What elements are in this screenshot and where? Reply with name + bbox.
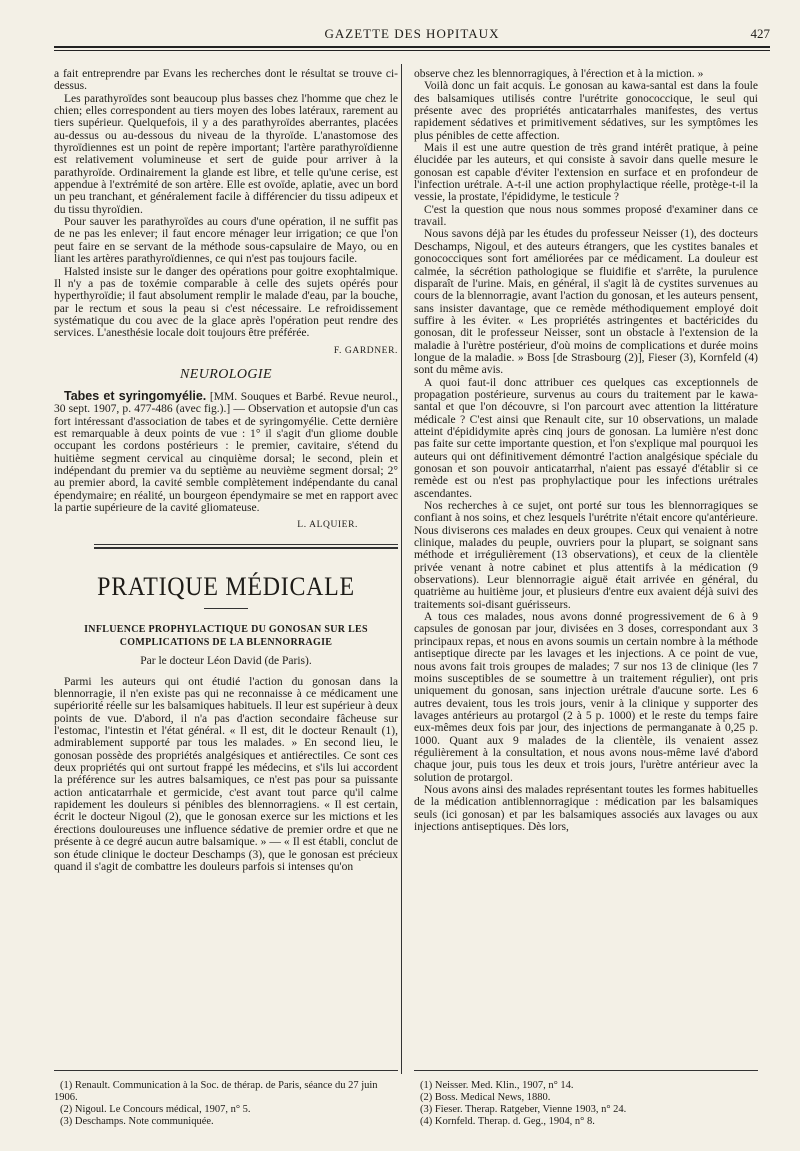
signature: L. ALQUIER. (297, 520, 358, 531)
footnote-rule (414, 1070, 758, 1071)
byline: Par le docteur Léon David (de Paris). (140, 654, 312, 667)
paragraph: Nous avons ainsi des malades représentant toutes les formes habituelles de la médication antiblennorragique : médication par les balsamiques seuls (ici gonosan) et par les balsamiques associés aux lavages ou aux injections antiseptiques. Dès lors, (414, 783, 758, 833)
footnote: (3) Deschamps. Note communiquée. (60, 1116, 214, 1127)
paragraph: A quoi faut-il donc attribuer ces quelques cas exceptionnels de propagation postérieure, survenus au cours du traitement par le kawa-santal et que l'on découvre, si l'on parcourt avec attention la littérature médicale ? C'est ainsi que Renault cite, sur 10 observations, un malade atteint d'épididymite après cinq jours de gonosan. La lumière n'est donc pas faite sur cette importante question, et l'on s'explique mal pourquoi les auteurs qui ont définitivement démontré l'action analgésique spéciale du gonosan et son pouvoir anticatarrhal, n'aient pas essayé d'établir si ce remède est ou n'est pas prophylactique pour les infections urétrales ascendantes. (414, 376, 758, 500)
left-footnotes (54, 1080, 398, 1128)
paragraph: Halsted insiste sur le danger des opérations pour goitre exophtalmique. Il n'y a pas de toxémie comparable à celle des sujets opérés pour hyperthyroïdie; il faut absolument remplir le malade d'eau, par la bouche, par le rectum et sous la peau si c'est nécessaire. Le refroidissement systématique du cou avec de la glace après l'opération peut rendre des services. L'anesthésie locale doit toujours être préférée. (54, 265, 398, 340)
article-title: INFLUENCE PROPHYLACTIQUE DU GONOSAN SUR LES COMPLICATIONS DE LA BLENNORRAGIE (84, 623, 368, 648)
section-title: PRATIQUE MÉDICALE (97, 571, 355, 601)
abstract-heading: Tabes et syringomyélie. (64, 388, 207, 403)
paragraph: Nous savons déjà par les études du professeur Neisser (1), des docteurs Deschamps, Nigoul, et des auteurs étrangers, que les cystites banales et gonococciques sont fort améliorées par ce médicament. La douleur est calmée, la sécrétion pathologique se fluidifie et s'arrête, la purulence disparaît de l'urine. Mais, en général, il s'agit là de cystites survenues au cours de la blennorragie, avant l'action du gonosan, et les auteurs pensent, sans insister davantage, que ce remède méthodiquement employé doit suffire à les éviter. « Les propriétés astringentes et bactéricides du gonosan, dit le professeur Neisser, sont un obstacle à l'extension de la maladie à l'urètre postérieur, d'où moins de complications et durée moins longue de la maladie. » Boss [de Strasbourg (2)], Fieser (3), Kornfeld (4) sont du même avis. (414, 228, 758, 377)
right-footnotes (414, 1080, 758, 1128)
footnote: (1) Neisser. Med. Klin., 1907, n° 14. (420, 1080, 574, 1091)
column-divider (401, 64, 402, 1074)
paragraph: Parmi les auteurs qui ont étudié l'action du gonosan dans la blennorragie, il n'en existe pas qui ne reconnaisse à ce médicament une supériorité réelle sur les balsamiques habituels. Il leur est supérieur à deux points de vue. D'abord, il n'a pas d'action secondaire fâcheuse sur l'estomac, l'intestin et l'état général. « Il est, dit le docteur Renault (1), admirablement supporté par tous les malades. » En second lieu, le gonosan possède des propriétés analgésiques et antiérectiles. Ce sont ces deux propriétés qui ont surtout frappé les médecins, et s'ils lui accordent la préférence sur les autres balsamiques, ce n'est pas pour sa puissante action anticatarrhale et germicide, c'est avant tout parce qu'il calme rapidement les douleurs si pénibles des blennorragiens. « Il est certain, écrit le docteur Nigoul (2), que le gonosan exerce sur les mictions et les érections douloureuses une influence sédative de premier ordre et que ne présente à ce degré aucun autre balsamique. » — « Il est établi, conclut de son étude clinique le docteur Deschamps (3), que le gonosan est précieux quand il s'agit de combattre les douleurs parfois si intenses qu'on (54, 675, 398, 873)
paragraph: Mais il est une autre question de très grand intérêt pratique, à peine élucidée par les auteurs, et qui consiste à savoir dans quelle mesure le gonosan est capable d'éviter l'extension en surface et en profondeur de l'infection urétrale. A-t-il une action prophylactique réelle, protège-t-il la vessie, la prostate, l'épididyme, le testicule ? (414, 142, 758, 204)
left-column (54, 68, 398, 873)
footnote: (1) Renault. Communication à la Soc. de thérap. de Paris, séance du 27 juin 1906. (54, 1080, 378, 1103)
footnote: (3) Fieser. Therap. Ratgeber, Vienne 1903, n° 24. (420, 1104, 627, 1115)
paragraph: observe chez les blennorragiques, à l'érection et à la miction. » (414, 68, 704, 80)
paragraph: Voilà donc un fait acquis. Le gonosan au kawa-santal est dans la foule des balsamiques utilisés contre l'urétrite gonococcique, le seul qui présente avec des propriétés anticatarrhales manifestes, des vertus rapidement sédatives et primitivement sédatives, sur les symptômes les plus pénibles de cette affection. (414, 80, 758, 142)
footnote: (2) Boss. Medical News, 1880. (420, 1092, 551, 1103)
paragraph: C'est la question que nous nous sommes proposé d'examiner dans ce travail. (414, 203, 758, 229)
header-rule (54, 46, 770, 48)
paragraph: a fait entreprendre par Evans les recherches dont le résultat se trouve ci-dessus. (54, 68, 398, 93)
abstract-text: [MM. Souques et Barbé. Revue neurol., 30 sept. 1907, p. 477-486 (avec fig.).] — Observation et autopsie d'un cas fort intéressant d'association de tabes et de syringomyélie. Cette dernière est remarquable à deux points de vue : 1° il s'agit d'un gliome double occupant les cordons postérieurs : le premier, cavitaire, s'étend du huitième segment cervical au cinquième dorsal; le second, plein et indépendant du premier va du septième au neuvième segment dorsal; 2° au premier abord, la cavité semble complètement indépendante du canal épendymaire; en réalité, un bourgeon épendymaire se met en rapport avec la partie supérieure de la cavité gliomateuse. (54, 390, 398, 514)
footnote: (2) Nigoul. Le Concours médical, 1907, n° 5. (60, 1104, 251, 1115)
section-heading-neurologie: NEUROLOGIE (180, 366, 272, 382)
footnote-rule (54, 1070, 398, 1071)
paragraph: A tous ces malades, nous avons donné progressivement de 6 à 9 capsules de gonosan par jour, divisées en 3 doses, correspondant aux 3 principaux repas, et nous en avons soumis un certain nombre à la méthode antiseptique directe par les lavages et les injections. A ce point de vue, nous avons fait trois groupes de malades; 7 sur nos 13 de clinique (les 7 moins susceptibles de se soumettre à un traitement régulier), ont pris uniquement du gonosan, sans injection urétrale d'aucune sorte. Les 6 autres devaient, tous les trois jours, venir à la clinique y supporter des lavages antérieurs au protargol (2 à 5 p. 1000) et le reste du temps faire eux-mêmes deux fois par jour, des injections de permanganate à 0,25 p. 1000. Quant aux 9 malades de la clientèle, ils venaient assez régulièrement à la consultation, et nous avons nous-même lavé d'abord chaque jour, puis tous les deux et trois jours, l'urètre antérieur avec la solution de protargol. (414, 611, 758, 784)
paragraph: Nos recherches à ce sujet, ont porté sur tous les blennorragiques se confiant à nos soins, et chez lesquels l'urétrite n'était encore qu'antérieure. Nous diviserons ces malades en deux groupes. Ceux qui venaient à notre clinique, malades du peuple, ouvriers pour la plupart, se soignant sans méthode et irrégulièrement (13 observations), et ceux de la clientèle privée venant à notre cabinet et plus attentifs à la médication (9 observations). Leur blennorragie aiguë était arrivée en général, du quatrième au huitième jour, et plusieurs d'entre eux avaient déjà suivi des traitements soi-disant guérisseurs. (414, 500, 758, 611)
signature: F. GARDNER. (333, 345, 398, 356)
paragraph: Pour sauver les parathyroïdes au cours d'une opération, il ne suffit pas de ne pas les enlever; il faut encore ménager leur irrigation; ce que l'on peut faire en se servant de la méthode sous-capsulaire de Mayo, ou en liant les artères parathyroïdiennes, ce qui n'est pas toujours facile. (54, 216, 398, 266)
running-header (54, 20, 770, 42)
page-number: 427 (750, 26, 770, 41)
footnote: (4) Kornfeld. Therap. d. Geg., 1904, n° 8. (420, 1116, 595, 1127)
right-column (414, 68, 758, 833)
paragraph: Les parathyroïdes sont beaucoup plus basses chez l'homme que chez le chien; elles correspondent au tiers moyen des lobes latéraux, rarement au tiers supérieur. Quelquefois, il y a des parathyroïdes aberrantes, placées au-dessus ou au-dessous du niveau de la thyroïde. L'anastomose des thyroïdiennes est un point de repère important; l'artère parathyroïdienne est relativement volumineuse et sert de guide pour arriver à la parathyroïde. Ordinairement la glande est libre, et telle qu'une cerise, est appendue à l'extrémité de son artère. Elle est ovoïde, aplatie, avec un bord un peu tranchant, et généralement facile à différencier du tissu adipeux et du tissu thyroïdien. (54, 92, 398, 216)
section-rule (54, 542, 398, 554)
journal-title: GAZETTE DES HOPITAUX (324, 26, 500, 41)
title-rule (204, 608, 248, 609)
